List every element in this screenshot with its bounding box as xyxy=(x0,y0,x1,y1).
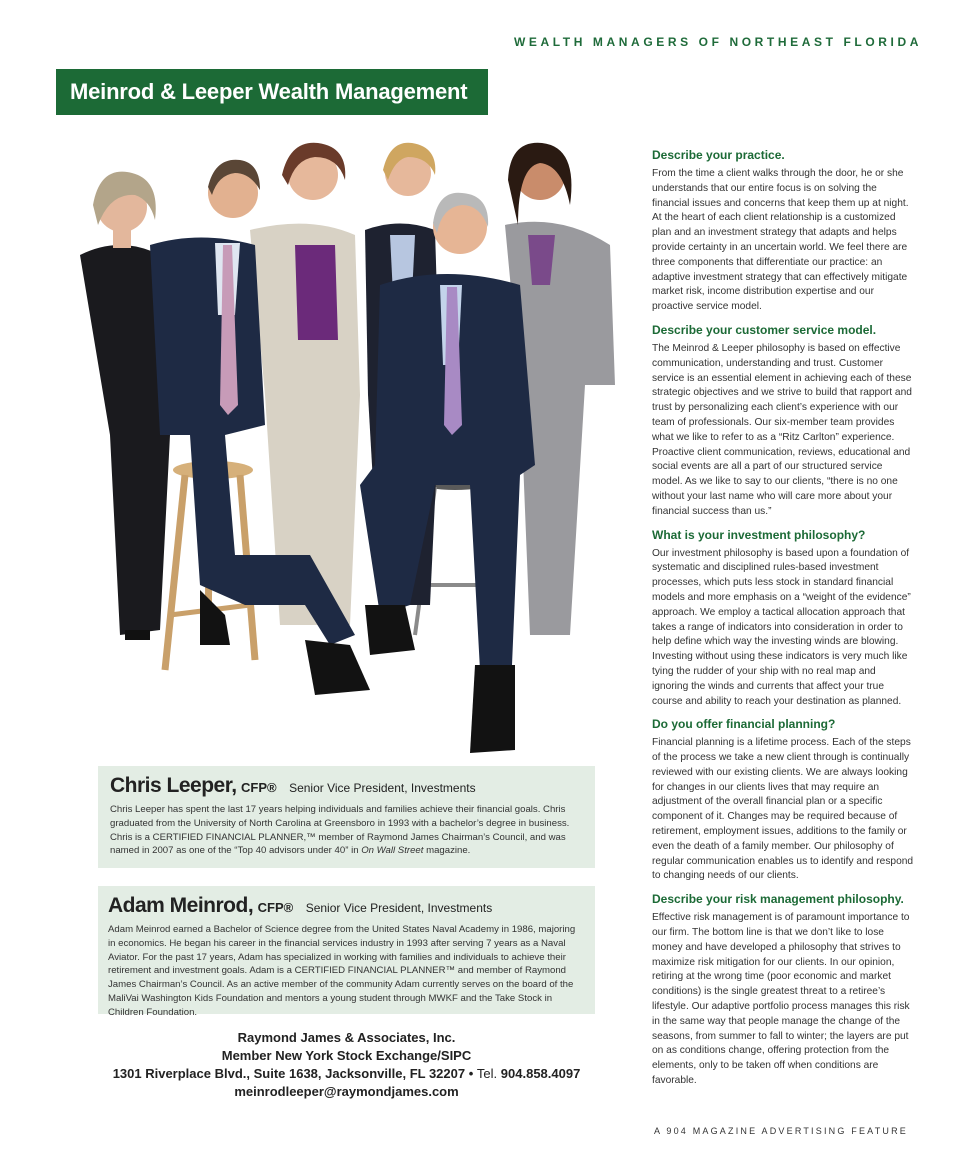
bio-heading xyxy=(110,774,583,800)
qa-item xyxy=(652,717,914,884)
email-link[interactable]: meinrodleeper@raymondjames.com xyxy=(234,1084,459,1099)
tel-label: Tel. xyxy=(476,1066,498,1081)
address-line xyxy=(98,1065,595,1083)
qa-answer: The Meinrod & Leeper philosophy is based on effective communication, understanding and trust. Customer service is an essential element in achieving each of these strategic objectives and we strive to build that rapport and trust by personalizing each client’s experience with our team of professionals. Our six-member team provides what we like to refer to as a “Ritz Carlton” experience. Proactive client communication, reviews, educational and social events are all a part of our structured service model. As we like to say to our clients, “there is no one without your last name who will care more about your financial success than us.” xyxy=(652,342,912,517)
bio-text xyxy=(110,803,583,858)
street-address: 1301 Riverplace Blvd., Suite 1638, Jacksonville, FL 32207 xyxy=(112,1066,466,1081)
qa-question: What is your investment philosophy? xyxy=(652,527,866,542)
bio-title: Senior Vice President, Investments xyxy=(305,901,493,915)
bio-name: Chris Leeper, xyxy=(110,774,237,797)
exchange-membership: Member New York Stock Exchange/SIPC xyxy=(221,1048,472,1063)
qa-answer: Our investment philosophy is based upon a foundation of systematic and disciplined rules-based investment processes, which puts less stock in standard financial models and more emphasis on a “weight of the evidence” approach. We employ a tactical allocation approach that takes a range of indicators into consideration in order to help define which way the investing winds are blowing. Investing without using these indicators is very much like tying the rudder of your ship with no real map and ignoring the winds and currents that affect your true course and ability to reach your destination as planned. xyxy=(652,547,911,707)
bio-adam-meinrod xyxy=(98,886,595,1018)
qa-answer: From the time a client walks through the door, he or she understands that our entire focus is on solving the financial issues and concerns that keep them up at night. At the heart of each client relationship is a customized plan and an investment strategy that adapts and helps provide certainty in an uncertain world. We feel there are three components that differentiate our practice: an adaptive investment strategy that can effectively mitigate market risk, income distribution expertise and our proactive service model. xyxy=(652,168,909,313)
qa-question: Describe your customer service model. xyxy=(652,322,877,337)
qa-question: Describe your risk management philosophy. xyxy=(652,892,904,907)
bio-heading xyxy=(108,894,583,920)
qa-item xyxy=(652,892,914,1089)
publication-header: WEALTH MANAGERS OF NORTHEAST FLORIDA xyxy=(513,35,922,49)
bio-title: Senior Vice President, Investments xyxy=(289,781,476,795)
bio-text-publication: On Wall Street xyxy=(361,845,424,857)
team-photo xyxy=(50,135,630,760)
bio-text-part: magazine. xyxy=(423,845,471,857)
company-name: Raymond James & Associates, Inc. xyxy=(237,1030,456,1045)
qa-answer: Financial planning is a lifetime process. Each of the steps of the process we take a new client through is continually reviewed with our existing clients. We are always looking for changes in our clients lives that may require an adjustment of the overall financial plan or a specific component of it. Changes may be required because of retirement, employment issues, additions to the family or even the death of a family member. Our philosophy of regular communication enables us to identify and respond to changing needs of our clients. xyxy=(652,737,914,882)
bio-text: Adam Meinrod earned a Bachelor of Science degree from the United States Naval Academy in 1986, majoring in economics. He began his career in the financial services industry in 1993 after serving 7 years as a Naval Aviator. For the past 17 years, Adam has specialized in working with families and individuals to achieve their retirement and investment goals. Adam is a CERTIFIED FINANCIAL PLANNER™ and member of Raymond James Chairman’s Council. As an active member of the community Adam currently serves on the board of the MaliVai Washington Kids Foundation and mentors a young student through MWKF and the Take Stock in Children Foundation. xyxy=(108,924,576,1018)
qa-answer: Effective risk management is of paramount importance to our firm. The bottom line is that we don’t like to lose money and have developed a philosophy that strives to maximize risk mitigation for our clients. In our opinion, retiring at the wrong time (poor economic and market conditions) is the single greatest threat to a retiree’s lifestyle. Our adaptive portfolio process manages this risk in the same way that people manage the change of the seasons, from summer to fall to winter; the layers are put on as conditions change, offering protection from the elements, only to be taken off when conditions are favorable. xyxy=(652,912,910,1087)
bio-chris-leeper xyxy=(98,766,595,868)
footer-label: A 904 MAGAZINE ADVERTISING FEATURE xyxy=(653,1126,908,1136)
phone-number[interactable]: 904.858.4097 xyxy=(500,1066,581,1081)
bio-name: Adam Meinrod, xyxy=(108,894,254,917)
qa-column xyxy=(652,148,914,1097)
qa-item xyxy=(652,148,914,315)
person-1 xyxy=(80,172,170,640)
bio-credential: CFP® xyxy=(257,900,294,915)
separator-bullet: • xyxy=(468,1066,474,1081)
bio-credential: CFP® xyxy=(241,780,277,795)
qa-item xyxy=(652,323,914,520)
bio-text-part: Chris Leeper has spent the last 17 years helping individuals and families achieve their financial goals. Chris graduated from the University of North Carolina at Greensboro in 1993 with a bachelor’s degree in business. Chris is a CERTIFIED FINANCIAL PLANNER,™ member of Raymond James Chairman’s Council, and was named in 2007 as one of the “Top 40 advisors under 40” in xyxy=(110,804,570,857)
person-3 xyxy=(250,143,360,625)
qa-question: Do you offer financial planning? xyxy=(652,717,836,732)
qa-question: Describe your practice. xyxy=(652,148,785,162)
contact-block xyxy=(98,1029,595,1101)
firm-title-banner: Meinrod & Leeper Wealth Management xyxy=(56,69,488,115)
qa-item xyxy=(652,528,914,710)
